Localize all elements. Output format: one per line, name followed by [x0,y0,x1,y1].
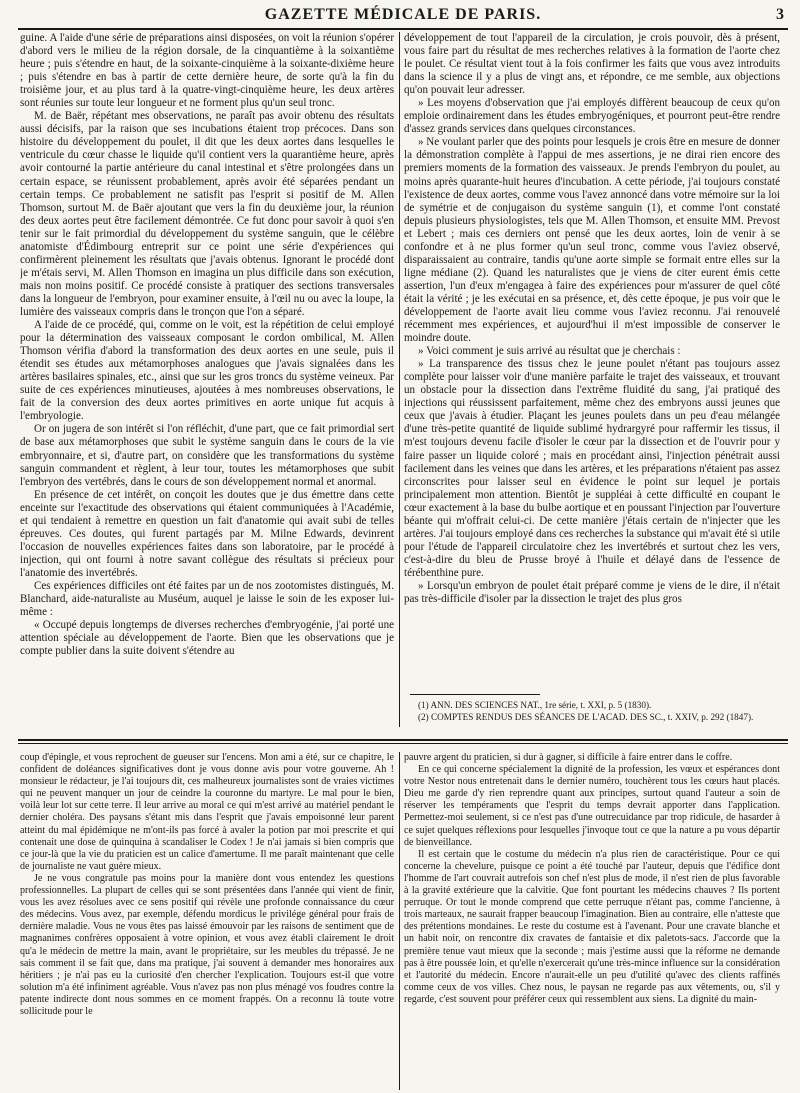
article-left-column [20,32,394,728]
paragraph: Or on jugera de son intérêt si l'on réfléchit, d'une part, que ce fait primordial sert de base aux métamorphoses que subit le système sanguin dans le cours de la vie embryonnaire, et si, d'autre part, on considère que les transformations du système sanguin commandent et règlent, à leur tour, toutes les métamorphoses que subit l'embryon des vertébrés, dans le cours de son développement normal et anormal. [20,423,394,488]
paragraph: En ce qui concerne spécialement la dignité de la profession, les vœux et espérances dont votre Nestor nous entretenait dans le dernier numéro, touchèrent tous les cœurs haut placés. Dieu me garde d'y rien reprendre quant aux principes, surtout quand l'auteur a soin de réserver les tempéraments que l'esprit du temps devrait apporter dans l'application. Permettez-moi seulement, si ce n'est pas d'une outrecuidance par trop ridicule, de hasarder à ce sujet quelques réflexions pour lesquelles j'invoque tout ce que la nature a pu vous départir de bienveillance. [404,764,780,848]
paragraph: pauvre argent du praticien, si dur à gagner, si difficile à faire entrer dans le coffre. [404,752,733,763]
paragraph: Ces expériences difficiles ont été faites par un de nos zootomistes distingués, M. Blanchard, aide-naturaliste au Muséum, auquel je laisse le soin de les exposer lui-même : [20,579,394,619]
section-divider-thin [18,743,788,744]
feuilleton-left-column [20,752,394,1090]
paragraph: coup d'épingle, et vous reprochent de gueuser sur l'encens. Mon ami a été, sur ce chapitre, le confident de doléances significatives dont je vous donne avis pour votre gouverne. Ah ! monsieur le rédacteur, je l'ai toujours dit, ces malheureux journalistes sont de vraies victimes qui ne peuvent manquer un jour de ceindre la couronne du martyre. Le mal pour le bien, voilà leur lot sur cette terre. Il leur arrive au moral ce qui m'est arrivé au matériel pendant le dernier choléra. Des paysans s'étant mis dans l'esprit que j'avais empoisonné leur parent atteint du mal épidémique ne m'ont-ils pas forcé à avaler la potion par moi prescrite et qui contenait une dose de quinquina à scandaliser le Codex ! Je n'ai jamais si bien compris que ce jour-là que la vie du praticien est un calice d'amertume. Il me paraît maintenant que celle de journaliste ne vaut guère mieux. [20,752,394,872]
paragraph: » Ne voulant parler que des points pour lesquels je crois être en mesure de donner la démonstration complète à l'appui de mes assertions, je ne dirai rien encore des premiers moments de la formation des vaisseaux. Je prends l'embryon du poulet, au moins après quarante-huit heures d'incubation. A cette période, j'ai toujours constaté l'existence de deux aortes, comme vous l'avez annoncé dans votre mémoire sur la loi de symétrie et de conjugaison du système sanguin (1), et comme l'ont constaté depuis plusieurs physiologistes, tels que M. Allen Thomson, et ensuite MM. Prevost et Lebert ; mais ces derniers ont pensé que les deux aortes, loin de venir à se confondre et à ne plus former qu'un seul tronc, comme vous l'aviez observé, disparaissaient au contraire, tandis qu'une aorte simple se formait entre elles sur la ligne médiane (2). Quand les naturalistes que je viens de citer eurent émis cette assertion, l'un d'eux m'engagea à faire des expériences pour m'assurer de quel côté était la vérité ; je les exécutai en sa présence, et, dès cette époque, je pus voir que le développement de l'aorte avait lieu comme vous l'aviez reconnu. J'ai renouvelé récemment mes expériences, et aujourd'hui il m'est impossible de conserver le moindre doute. [404,136,780,345]
paragraph: « Occupé depuis longtemps de diverses recherches d'embryogénie, j'ai porté une attention spéciale au développement de l'aorte. Bien que les observations que je compte publier dans la suite doivent s'étendre au [20,619,394,658]
paragraph: » La transparence des tissus chez le jeune poulet n'étant pas toujours assez complète pour laisser voir d'une manière parfaite le trajet des vaisseaux, et trouvant un obstacle pour la dissection dans l'extrême fluidité du sang, j'ai pratiqué des injections qui réussissent parfaitement, même chez des embryons aussi jeunes que ceux que j'avais à étudier. Plaçant les jeunes poulets dans un peu d'eau mélangée d'une très-petite quantité de liquide sublimé hydrargyré pour raffermir les tissus, il m'est toujours devenu facile d'isoler le cœur par la dissection et de l'ouvrir pour y faire passer un liquide coloré ; mais en procédant ainsi, l'injection pénétrait aussi facilement dans les veines que dans les artères, et les préparations n'étaient pas assez circonscrites pour laisser seul en évidence le point sur lequel je portais principalement mon attention. Bientôt je suppléai à cette difficulté en coupant le cœur exactement à la base du bulbe aortique et en poussant l'injection par l'ouverture béante qui m'offrait celui-ci. De cette manière j'étais certain de n'injecter que les artères. J'ai toujours employé dans ces recherches la substance qui m'avait été si utile pour l'étude de l'appareil circulatoire chez les invertébrés et surtout chez les vers, c'est-à-dire du bleu de Prusse broyé à l'huile et délayé dans de l'essence de térébenthine pure. [404,358,780,579]
footnote: (2) COMPTES RENDUS DES SÉANCES DE L'ACAD. DES SC., t. XXIV, p. 292 (1847). [418,712,754,722]
article-right-column [404,32,780,692]
section-divider [18,739,788,741]
column-divider [399,32,400,727]
paragraph: » Lorsqu'un embryon de poulet était préparé comme je viens de le dire, il n'était pas très-difficile d'isoler par la dissection le trajet des plus gros [404,579,780,606]
paragraph: En présence de cet intérêt, on conçoit les doutes que je dus émettre dans cette enceinte sur l'exactitude des observations qui étaient communiquées à l'Académie, et qui tendaient à remettre en question un fait d'anatomie qui avait subi de telles épreuves. Ces doutes, qui furent partagés par M. Milne Edwards, devinrent l'occasion de nouvelles expériences faites dans son laboratoire, par le procédé à injection, qui ont fourni à notre savant collègue des résultats si précieux pour l'anatomie des invertébrés. [20,488,394,579]
paragraph: Il est certain que le costume du médecin n'a plus rien de caractéristique. Pour ce qui concerne la chevelure, puisque ce point a été touché par l'auteur, depuis que l'édifice dont l'homme de l'art couvrait autrefois son chef n'est plus de mode, il n'est rien de plus favorable à la gravité extérieure que la calvitie. Que font pourtant les médecins chauves ? Ils portent perruque. Or tout le monde comprend que cette perruque n'étant pas, comme l'ancienne, à trois marteaux, ne saurait frapper beaucoup l'imagination. Bien au contraire, elle n'atteste que des prétentions mondaines. Le reste du costume est à l'avenant. Pour une cravate blanche et un habit noir, on rencontre dix cravates de fantaisie et dix paletots-sacs. J'accorde que la première tenue vaut mieux que la seconde ; mais j'estime aussi que la réforme ne demande pas à être poussée loin, et qu'elle n'exercerait qu'une très-mince influence sur la considération et l'autorité du médecin. Encore n'aurait-elle un peu d'utilité qu'avec des clients raffinés comme ceux de vos villes. Chez nous, le paysan ne regarde pas aux vêtements, ou, s'il y regarde, c'est souvent pour préférer ceux qui ressemblent aux siens. La dignité du main- [404,848,780,1005]
column-divider [399,752,400,1090]
masthead [18,6,788,30]
paragraph: A l'aide de ce procédé, qui, comme on le voit, est la répétition de celui employé pour la détermination des vaisseaux composant le cordon ombilical, M. Allen Thomson vérifia d'abord la transformation des deux aortes en une seule, puis il étendit ses études aux métamorphoses analogues que j'avais signalées dans les artères basilaires spinales, etc., ainsi que sur les gros troncs du système veineux. Par suite de ces expériences minutieuses, ajoutées à mes nombreuses observations, le fait de la conversion des deux aortes primitives en aorte unique fut acquis à l'embryologie. [20,319,394,423]
paragraph: » Les moyens d'observation que j'ai employés diffèrent beaucoup de ceux qu'on emploie ordinairement dans les études embryogéniques, et pourront peut-être rendre d'assez grands services dans quelques circonstances. [404,97,780,136]
feuilleton-right-column [404,752,780,1090]
paragraph: » Voici comment je suis arrivé au résultat que je cherchais : [418,345,681,358]
paragraph: guine. A l'aide d'une série de préparations ainsi disposées, on voit la réunion s'opérer d'abord vers le milieu de la région dorsale, de la cinquantième à la soixantième heure ; puis s'étendre en haut, de la soixante-cinquième à la soixante-dixième heure ; puis s'étendre en bas à partir de cette dernière heure, de sorte qu'à la fin du troisième jour, et au plus tard à la quatre-vingt-cinquième heure, les deux artères sont réunies sur toute leur longueur et ne forment plus qu'un seul tronc. [20,32,394,110]
journal-title: GAZETTE MÉDICALE DE PARIS. [264,6,542,23]
footnote-rule [410,694,540,695]
paragraph: M. de Baër, répétant mes observations, ne paraît pas avoir obtenu des résultats aussi décisifs, par la raison que ses incubations étaient trop précoces. Dans son histoire du développement du poulet, il dit que les deux aortes dans lesquelles le ventricule du cœur chasse le liquide qu'il contient vers la quarantième heure, après avoir contourné la partie antérieure du canal intestinal et s'être prolongées dans un certain espace, se réunissent probablement, après avoir été séparées pendant un certain temps. Ce probablement ne satisfit pas l'esprit si positif de M. Allen Thomson, surtout M. de Baër ajoutant que vers la fin du deuxième jour, la réunion des deux aortes peut être facilement démontrée. Ce fut donc pour savoir à quoi s'en tenir sur le fait primordial du développement du système sanguin, que le célèbre anatomiste d'Édimbourg entreprit sur ce point une série d'expériences qui confirmèrent pleinement les résultats que j'avais obtenus. Ignorant le procédé dont je m'étais servi, M. Allen Thomson en imagina un plus difficile dans son exécution, mais non moins positif. Ce procédé consiste à pratiquer des sections transversales dans la longueur de l'embryon, pour examiner ensuite, à l'œil nu ou avec la loupe, la lumière des vaisseaux compris dans le tronçon que l'on a séparé. [20,110,394,318]
footnote: (1) ANN. DES SCIENCES NAT., 1re série, t. XXI, p. 5 (1830). [418,700,652,710]
page-number: 3 [776,6,784,23]
paragraph: développement de tout l'appareil de la circulation, je crois pouvoir, dès à présent, vous faire part du résultat de mes recherches relatives à la formation de l'aorte chez le poulet. Ce résultat vient tout à la fois confirmer les faits que vous avez introduits dans la science il y a plus de vingt ans, et répondre, ce me semble, aux objections qu'on pouvait leur adresser. [404,32,780,97]
footnotes [404,699,780,723]
paragraph: Je ne vous congratule pas moins pour la manière dont vous entendez les questions professionnelles. La plupart de celles qui se sont présentées dans l'année qui vient de finir, vous les avez résolues avec ce sens positif qui révèle une profonde connaissance du cœur des médecins. Vous avez, par exemple, défendu mordicus le privilége général pour frais de dernière maladie. Vous ne vous êtes pas laissé émouvoir par les raisons de sentiment que de magnanimes confrères opposaient à votre opinion, et vous avez établi clairement le droit qu'a le médecin de mettre la main, avant le propriétaire, sur les meubles du trépassé. Je ne sais comment il se fait que, dans ma pratique, j'ai souvent à demander mes honoraires aux héritiers ; je n'ai pas eu la curiosité d'en chercher l'explication. Toujours est-il que votre solution m'a été infiniment agréable. Vous n'avez pas non plus ménagé vos foudres contre la patente indirecte dont nous sommes en ce moment frappés. On a reconnu là toute votre sollicitude pour le [20,872,394,1017]
